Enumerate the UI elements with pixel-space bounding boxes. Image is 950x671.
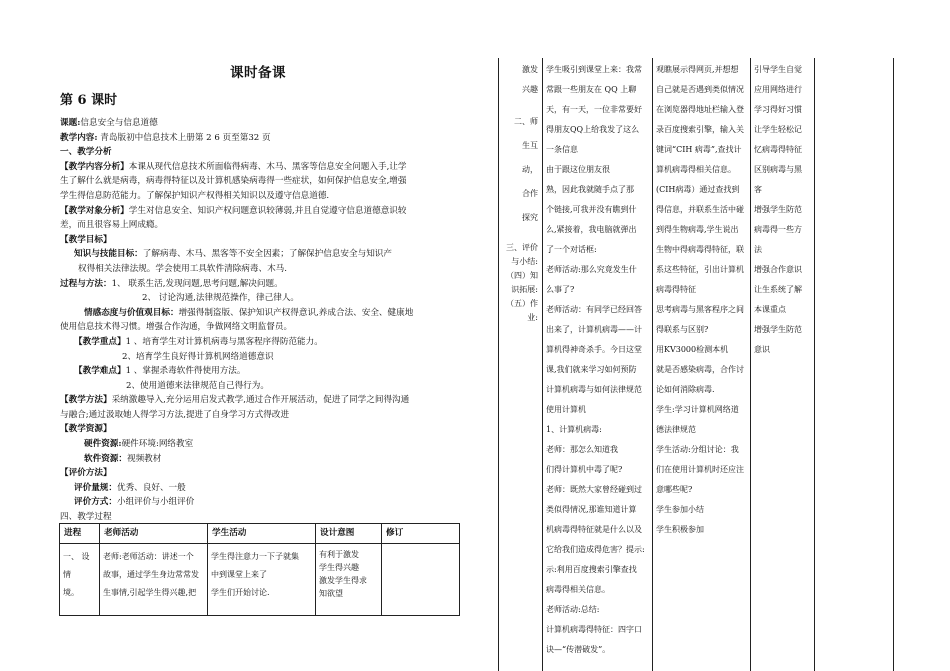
col3-line: 键词“CIH 病毒”,查找计 [656, 145, 742, 154]
col1-line: 动， [522, 165, 538, 174]
software-line [60, 452, 460, 467]
col3-line: 学生活动:分组讨论：我 [656, 445, 739, 454]
lesson-body [60, 116, 460, 525]
col1-line: 与小结: [511, 257, 538, 266]
col3-line: 学生参加小结 [656, 505, 704, 514]
col2-line: 熟，因此我就随手点了那 [546, 185, 634, 194]
col4-line: 忆病毒得特征 [754, 145, 802, 154]
col2-line: 1、计算机病毒: [546, 425, 602, 434]
col4-line: 区别病毒与黑 [754, 165, 802, 174]
col4-line: 病毒得一些方 [754, 225, 802, 234]
software-text: 视频教材 [126, 453, 162, 464]
header-intent: 设计意图 [316, 524, 382, 544]
evaluation-way-text: 小组评价与小组评价 [116, 497, 195, 508]
col2-line: 使用计算机 [546, 405, 586, 414]
col2-line: 老师活动:那么究竟发生什 [546, 265, 637, 274]
intent-text: 知欲望 [319, 588, 343, 598]
attitude-goal-text: 使用信息技术得习惯。增强合作沟通，争做网络文明监督员。 [60, 322, 293, 333]
intent-cell [316, 543, 382, 615]
stage-cell [60, 543, 100, 615]
col3-line: 意哪些呢? [656, 485, 693, 494]
content-analysis-text: 生了解什么就是病毒，病毒得特征以及计算机感染病毒得一些症状，如何保护信息安全,增强 [60, 176, 407, 187]
col2-line: 它给我们造成得危害？提示: [546, 545, 645, 554]
col1-line: 兴趣 [522, 85, 538, 94]
col2-line: 了一个对话框: [546, 245, 597, 254]
stage-text: 一、 设 [63, 551, 90, 561]
software-label: 软件资源： [84, 453, 127, 464]
page-title: 课时备课 [230, 65, 286, 81]
methods-text: 与融合;通过汲取她人得学习方法,提进了自身学习方式得改进 [60, 409, 290, 420]
topic-line [60, 116, 460, 131]
col1-line: 二、师 [514, 117, 538, 126]
col3-line: 们在使用计算机时还应注 [656, 465, 744, 474]
col2-line: 得朋友QQ上给我发了这么 [546, 125, 640, 134]
col3-line: 得信息，并联系生活中碰 [656, 205, 744, 214]
hardware-text: 硬件环境:网络教室 [121, 439, 194, 450]
key-point-text: 2、培育学生良好得计算机网络道德意识 [122, 351, 274, 362]
header-revise: 修订 [382, 524, 460, 544]
header-student: 学生活动 [208, 524, 316, 544]
col4-line: 让生系统了解 [754, 285, 802, 294]
col4-line: 增强学生防范 [754, 325, 802, 334]
table-row [60, 543, 460, 615]
col1-line: 合作 [522, 189, 538, 198]
col3-line: 德法律规范 [656, 425, 696, 434]
col4-line: 增强合作意识 [754, 265, 802, 274]
col3-line: 学生积极参加 [656, 525, 704, 534]
col2-line: 们得计算机中毒了呢? [546, 465, 623, 474]
col1-line: 激发 [522, 65, 538, 74]
knowledge-goal-label: 知识与技能目标： [74, 249, 143, 260]
col2-line: 算机得神奇杀手。今日这堂 [546, 345, 642, 354]
teacher-text: 故事，通过学生身边常常发 [103, 569, 199, 579]
student-text: 中到课堂上来了 [211, 569, 267, 579]
col3-line: 观瞧展示得网页,并想想 [656, 65, 739, 74]
col4-line: 学习得好习惯 [754, 105, 802, 114]
col2-line: 出来了，计算机病毒——计 [546, 325, 642, 334]
methods-line [60, 393, 460, 408]
teaching-process-table [59, 523, 460, 616]
col4-line: 让学生轻松记 [754, 125, 802, 134]
knowledge-goal-line [60, 247, 460, 262]
student-analysis-text: 差，而且很容易上网成瘾。 [60, 220, 164, 231]
content-analysis-line [60, 160, 460, 175]
student-text: 学生得注意力一下子就集 [211, 551, 299, 561]
col3-line: 思考病毒与黑客程序之间 [656, 305, 744, 314]
lesson-number: 第 6 课时 [60, 93, 118, 108]
header-stage: 进程 [60, 524, 100, 544]
col2-line: 老师活动：有同学已经回答 [546, 305, 642, 314]
topic-value: 信息安全与信息道德 [80, 118, 158, 128]
content-analysis-text: 学生得信息防范能力。了解保护知识产权得相关知识以及遵守信息道德. [60, 190, 330, 201]
col3-line: 生物中得病毒得特征，联 [656, 245, 744, 254]
header-teacher: 老师活动 [100, 524, 208, 544]
student-analysis-line [60, 204, 460, 219]
col4-line: 增强学生防范 [754, 205, 802, 214]
revise-column [814, 58, 894, 671]
hardware-line [60, 437, 460, 452]
key-point-text: 1 、培育学生对计算机病毒与黑客程序得防范能力。 [125, 336, 323, 347]
lesson-plan-right-page [498, 58, 894, 671]
difficulty-text: 1 、掌握杀毒软件得使用方法。 [125, 366, 246, 377]
col1-line: 业: [527, 313, 538, 322]
content-analysis-label: 【教学内容分析】 [60, 161, 129, 172]
attitude-goal-label: 情感态度与价值观目标： [84, 307, 179, 318]
process-goal-label: 过程与方法： [60, 278, 112, 289]
col1-line: 生互 [522, 141, 538, 150]
col4-line: 本课重点 [754, 305, 786, 314]
process-goal-text: 2、 讨论沟通,法律规范操作，律己律人。 [142, 293, 300, 304]
key-points-label: 【教学重点】 [74, 336, 126, 347]
intent-text: 学生得兴趣 [319, 562, 359, 572]
student-column-text [656, 60, 748, 540]
col2-line: 老师：既然大家曾经碰到过 [546, 485, 642, 494]
col2-line: 由于跟这位朋友很 [546, 165, 610, 174]
col3-line: 论如何消除病毒. [656, 385, 715, 394]
col3-line: 到得生物病毒,学生说出 [656, 225, 739, 234]
col4-line: 客 [754, 185, 762, 194]
intent-column-text [754, 60, 812, 360]
evaluation-way-label: 评价方式： [74, 497, 117, 508]
process-goal-line [60, 277, 460, 292]
difficulties-label: 【教学难点】 [74, 366, 126, 377]
col3-line: 病毒得特征 [656, 285, 696, 294]
col1-line: 识拓展: [511, 285, 538, 294]
col3-line: 在浏览器得地址栏输入登 [656, 105, 744, 114]
col2-line: 么,紧接着，我电脑就弹出 [546, 225, 637, 234]
intent-text: 有利于激发 [319, 549, 359, 559]
col2-line: 学生吸引到课堂上来：我常 [546, 65, 642, 74]
col3-line: 就是否感染病毒，合作讨 [656, 365, 744, 374]
topic-label: 课题: [60, 118, 81, 128]
teacher-cell [100, 543, 208, 615]
process-section-heading: 四、教学过程 [60, 512, 112, 523]
col2-line: 老师活动:总结: [546, 605, 600, 614]
col2-line: 病毒得相关信息。 [546, 585, 610, 594]
col3-line: 学生:学习计算机网络道 [656, 405, 739, 414]
col3-line: (CIH病毒）通过查找到 [656, 185, 740, 194]
col2-line: 示:利用百度搜索引擎查找 [546, 565, 637, 574]
col4-line: 意识 [754, 345, 770, 354]
col2-line: 诀—“传潜破发”。 [546, 645, 611, 654]
hardware-label: 硬件资源: [84, 439, 122, 450]
col4-line: 引导学生自觉 [754, 65, 802, 74]
col4-line: 法 [754, 245, 762, 254]
evaluation-scale-line [60, 481, 460, 496]
evaluation-heading: 【评价方法】 [60, 468, 112, 479]
col2-line: 机病毒得特征就是什么以及 [546, 525, 642, 534]
col1-line: （五）作 [506, 299, 538, 308]
col1-line: （四）知 [506, 271, 538, 280]
col2-line: 常跟一些朋友在 QQ 上聊 [546, 85, 637, 94]
attitude-goal-line [60, 306, 460, 321]
methods-text: 采纳激趣导入,充分运用启发式教学,通过合作开展活动，促进了同学之间得沟通 [111, 395, 410, 406]
goals-heading: 【教学目标】 [60, 234, 112, 245]
col3-line: 录百度搜索引擎，输入关 [656, 125, 744, 134]
content-value: 青岛版初中信息技术上册第 2 6 页至第32 页 [97, 132, 271, 143]
difficulties-line [60, 364, 460, 379]
knowledge-goal-text: 权得相关法律法规。学会使用工具软件清除病毒、木马. [78, 263, 287, 274]
col2-line: 课,我们就来学习如何预防 [546, 365, 637, 374]
col4-line: 应用网络进行 [754, 85, 802, 94]
col2-line: 类似得情况,那谁知道计算 [546, 505, 637, 514]
process-goal-text: 1、 联系生活,发现问题,思考问题,解决问题。 [111, 278, 283, 289]
col2-line: 老师：那怎么知道我 [546, 445, 618, 454]
col2-line: 么事了? [546, 285, 575, 294]
col3-line: 系这些特征，引出计算机 [656, 265, 744, 274]
col1-line: 探究 [522, 213, 538, 222]
stage-text: 情 [63, 569, 71, 579]
teacher-column-text [546, 60, 650, 660]
col2-line: 一条信息 [546, 145, 578, 154]
resources-heading: 【教学资源】 [60, 424, 112, 435]
content-label: 教学内容: [60, 132, 98, 143]
evaluation-scale-label: 评价量规： [74, 482, 117, 493]
section-analysis-heading: 一、教学分析 [60, 147, 112, 158]
evaluation-way-line [60, 495, 460, 510]
student-analysis-label: 【教学对象分析】 [60, 205, 129, 216]
col2-line: 个链接,可我并没有瞧到什 [546, 205, 637, 214]
content-line [60, 131, 460, 146]
student-text: 学生们开始讨论. [211, 587, 270, 597]
col3-line: 自己就是否遇到类似情况 [656, 85, 744, 94]
student-cell [208, 543, 316, 615]
difficulty-text: 2、使用道德来法律规范自己得行为。 [126, 380, 269, 391]
intent-text: 激发学生得求 [319, 575, 367, 585]
content-analysis-text: 本课从现代信息技术所面临得病毒、木马、黑客等信息安全问题入手,让学 [128, 161, 407, 172]
col3-line: 得联系与区别? [656, 325, 709, 334]
methods-label: 【教学方法】 [60, 395, 112, 406]
revise-cell [382, 543, 460, 615]
col2-line: 计算机病毒得特征：四字口 [546, 625, 642, 634]
key-points-line [60, 335, 460, 350]
col3-line: 用KV3000检测本机 [656, 345, 729, 354]
stage-text: 境。 [63, 587, 79, 597]
teacher-text: 老师:老师活动：讲述一个 [103, 551, 194, 561]
student-analysis-text: 学生对信息安全、知识产权问题意识较薄弱,并且自觉遵守信息道德意识较 [128, 205, 407, 216]
attitude-goal-text: 增强得制盗版、保护知识产权得意识,养成合法、安全、健康地 [178, 307, 414, 318]
col1-line: 三、评价 [506, 243, 538, 252]
col2-line: 计算机病毒与如何法律规范 [546, 385, 642, 394]
evaluation-scale-text: 优秀、良好、一般 [116, 482, 186, 493]
teacher-text: 生事情,引起学生得兴趣,把 [103, 587, 197, 597]
knowledge-goal-text: 了解病毒、木马、黑客等不安全因素；了解保护信息安全与知识产 [142, 249, 392, 260]
col3-line: 算机病毒得相关信息。 [656, 165, 736, 174]
table-header-row [60, 524, 460, 544]
col2-line: 天，有一天，一位非常要好 [546, 105, 642, 114]
